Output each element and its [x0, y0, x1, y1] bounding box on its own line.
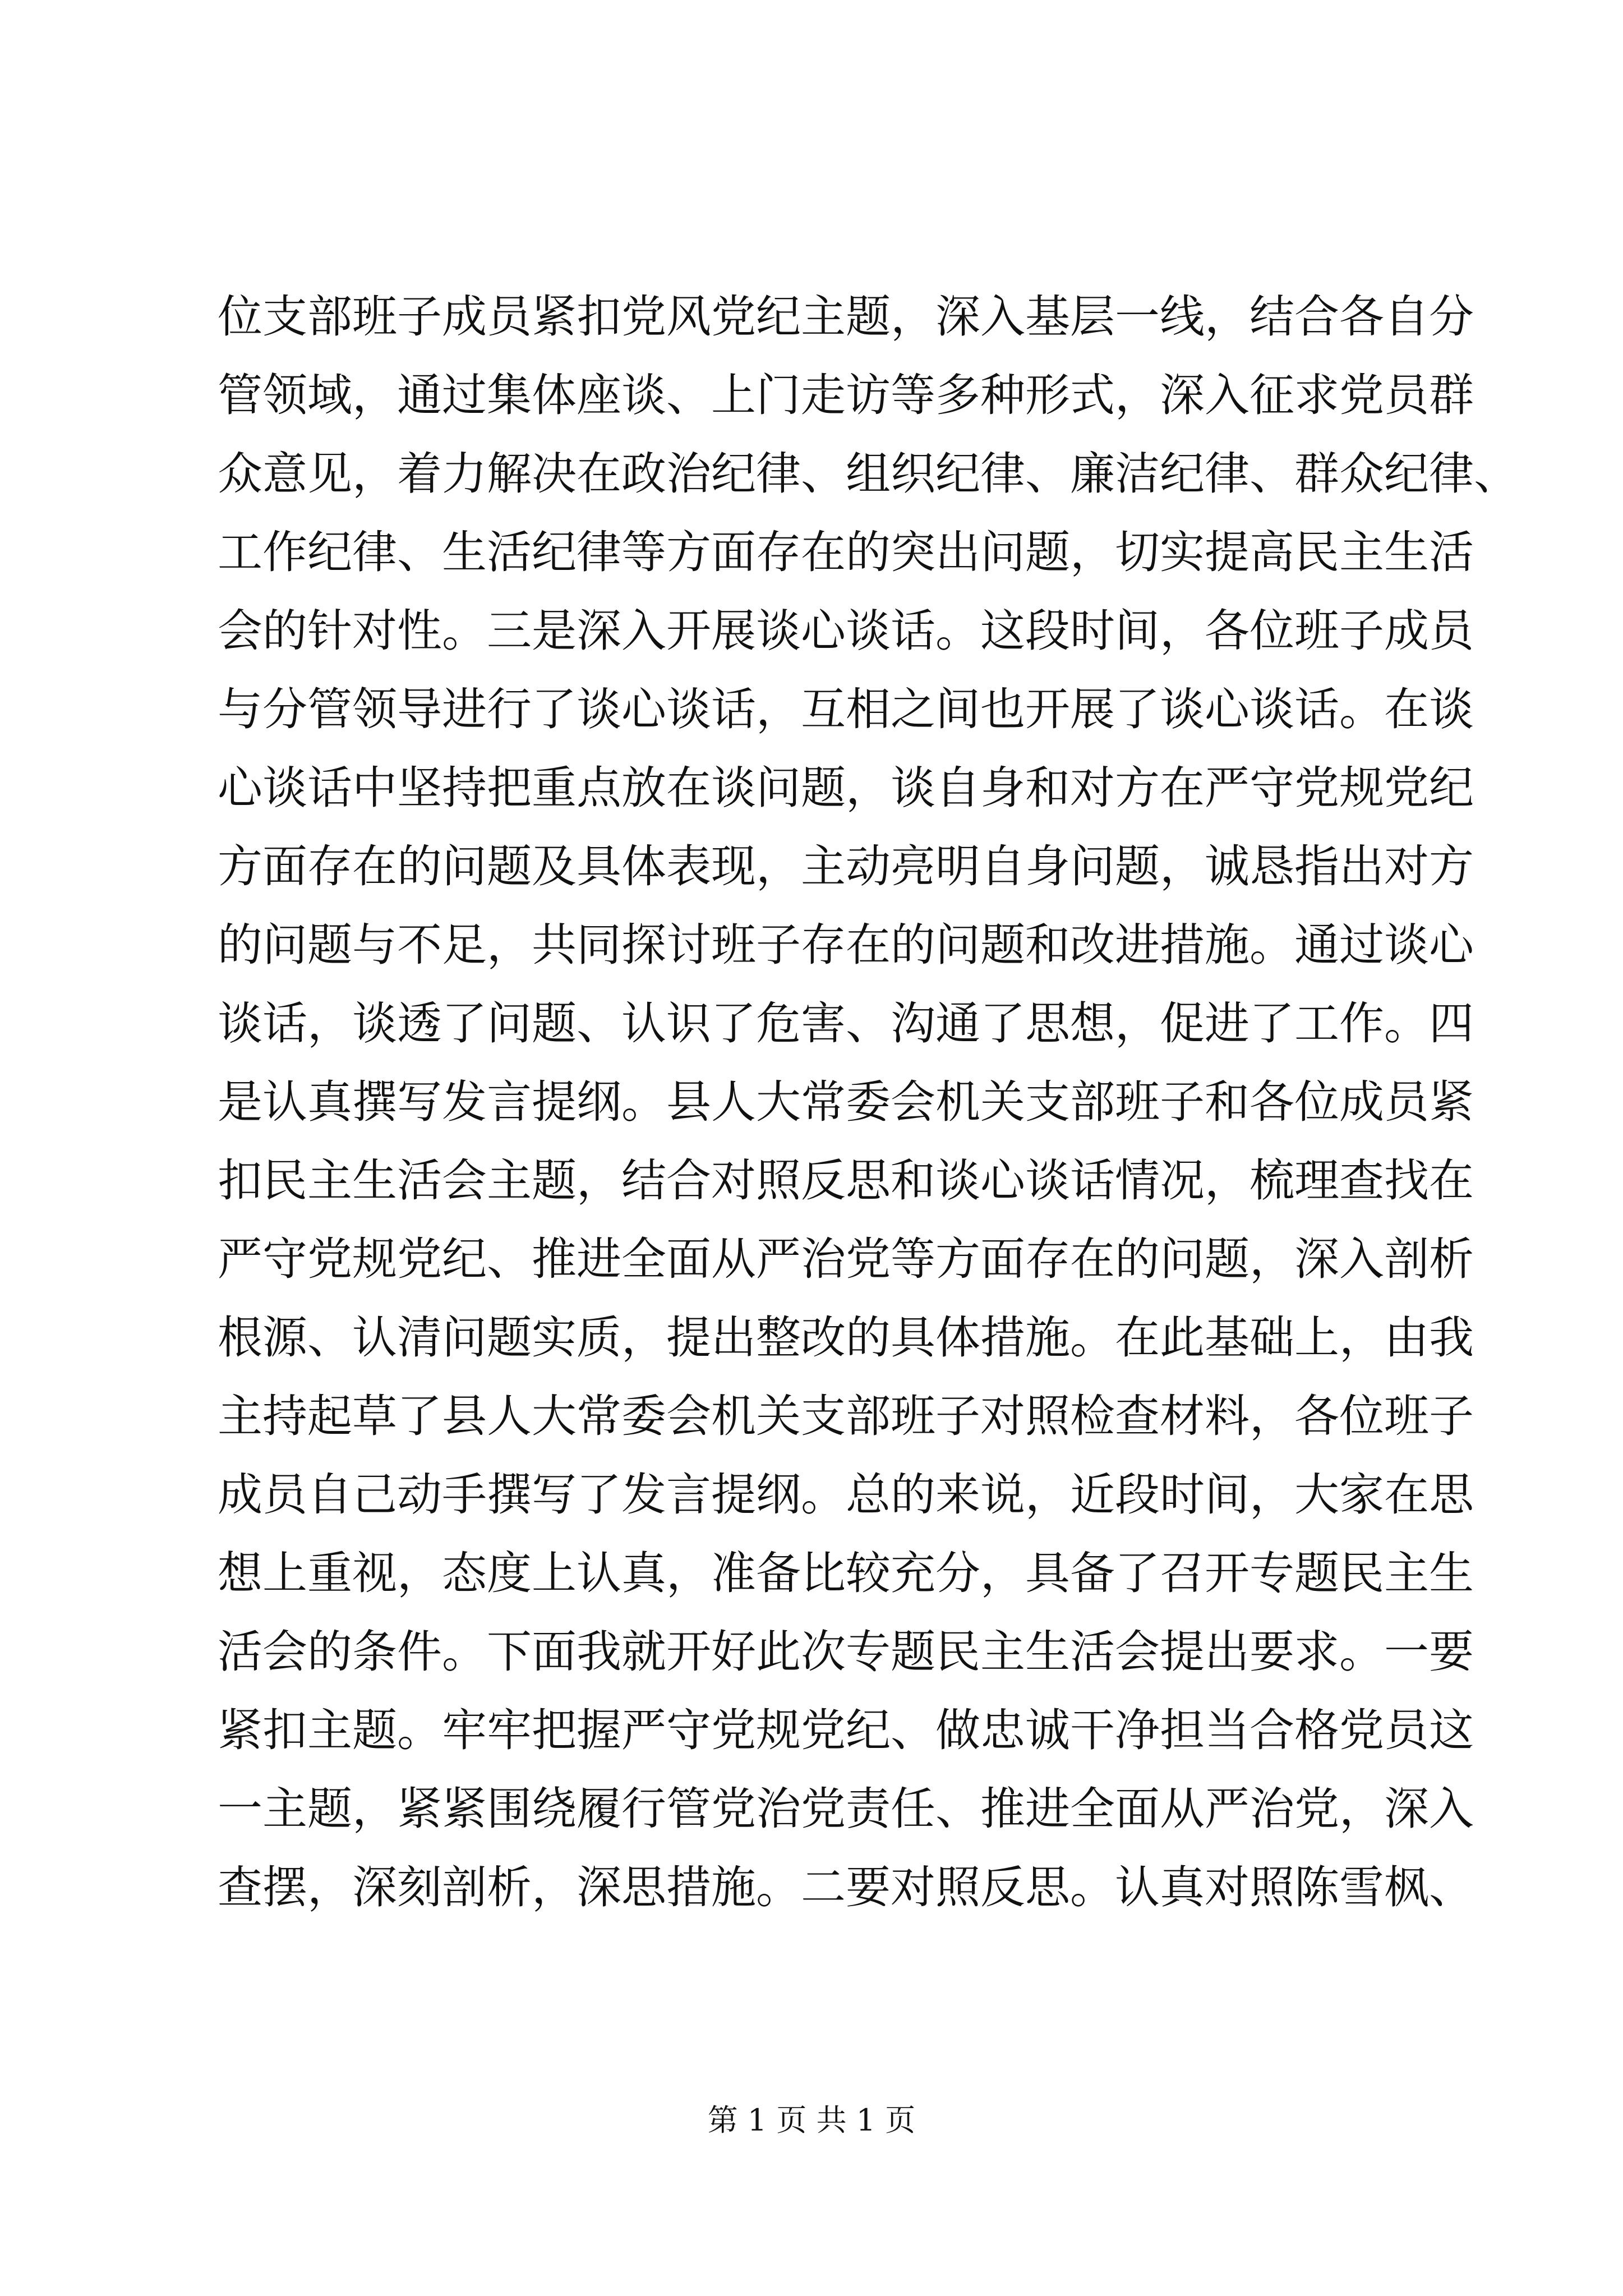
- text-line: 会的针对性。三是深入开展谈心谈话。这段时间，各位班子成员: [218, 605, 1474, 657]
- text-line: 紧扣主题。牢牢把握严守党规党纪、做忠诚干净担当合格党员这: [218, 1704, 1474, 1756]
- text-line: 心谈话中坚持把重点放在谈问题，谈自身和对方在严守党规党纪: [218, 762, 1474, 814]
- text-line: 严守党规党纪、推进全面从严治党等方面存在的问题，深入剖析: [218, 1233, 1474, 1285]
- text-line: 想上重视，态度上认真，准备比较充分，具备了召开专题民主生: [218, 1547, 1474, 1599]
- text-line: 众意见，着力解决在政治纪律、组织纪律、廉洁纪律、群众纪律、: [218, 448, 1519, 500]
- text-line: 主持起草了县人大常委会机关支部班子对照检查材料，各位班子: [218, 1390, 1474, 1442]
- text-line: 谈话，谈透了问题、认识了危害、沟通了思想，促进了工作。四: [218, 997, 1474, 1050]
- text-line: 扣民主生活会主题，结合对照反思和谈心谈话情况，梳理查找在: [218, 1154, 1474, 1207]
- text-line: 是认真撰写发言提纲。县人大常委会机关支部班子和各位成员紧: [218, 1076, 1474, 1128]
- text-line: 的问题与不足，共同探讨班子存在的问题和改进措施。通过谈心: [218, 919, 1474, 971]
- text-line: 管领域，通过集体座谈、上门走访等多种形式，深入征求党员群: [218, 369, 1474, 421]
- text-line: 方面存在的问题及具体表现，主动亮明自身问题，诚恳指出对方: [218, 840, 1474, 892]
- text-line: 活会的条件。下面我就开好此次专题民主生活会提出要求。一要: [218, 1626, 1474, 1678]
- text-line: 成员自己动手撰写了发言提纲。总的来说，近段时间，大家在思: [218, 1469, 1474, 1521]
- text-line: 一主题，紧紧围绕履行管党治党责任、推进全面从严治党，深入: [218, 1783, 1474, 1835]
- text-line: 查摆，深刻剖析，深思措施。二要对照反思。认真对照陈雪枫、: [218, 1861, 1474, 1913]
- page-footer: 第 1 页 共 1 页: [707, 2102, 916, 2138]
- body-text: [218, 278, 1519, 1927]
- text-line: 工作纪律、生活纪律等方面存在的突出问题，切实提高民主生活: [218, 526, 1474, 578]
- text-line: 根源、认清问题实质，提出整改的具体措施。在此基础上，由我: [218, 1312, 1474, 1364]
- text-line: 位支部班子成员紧扣党风党纪主题，深入基层一线，结合各自分: [218, 291, 1474, 343]
- text-line: 与分管领导进行了谈心谈话，互相之间也开展了谈心谈话。在谈: [218, 683, 1474, 735]
